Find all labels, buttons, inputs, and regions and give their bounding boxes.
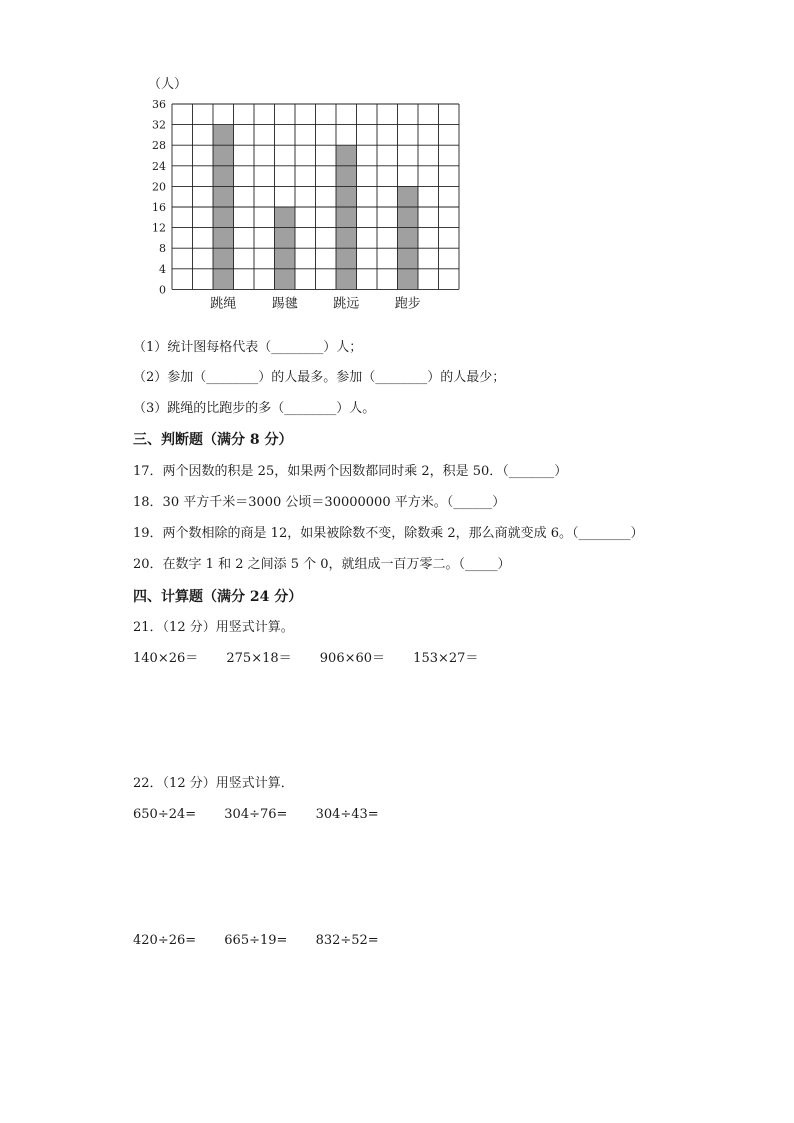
question-3: （3）跳绳的比跑步的多（________）人。 bbox=[133, 401, 376, 416]
x-category-label: 跳绳 bbox=[210, 296, 237, 312]
bar bbox=[398, 186, 419, 289]
q22-row-2 bbox=[133, 933, 403, 949]
y-tick-label: 20 bbox=[152, 180, 166, 194]
judge-18: 18．30 平方千米＝3000 公顷＝30000000 平方米。（______） bbox=[133, 495, 506, 510]
x-category-label: 跑步 bbox=[394, 296, 421, 312]
judge-19: 19．两个数相除的商是 12，如果被除数不变，除数乘 2，那么商就变成 6。（________） bbox=[133, 526, 644, 541]
q21-title: 21．（12 分）用竖式计算。 bbox=[133, 620, 294, 635]
y-tick-label: 4 bbox=[159, 262, 166, 276]
question-1: （1）统计图每格代表（________）人； bbox=[133, 340, 363, 355]
y-axis-label: （人） bbox=[148, 77, 188, 92]
y-tick-label: 12 bbox=[152, 221, 166, 235]
section-3-title: 三、判断题（满分 8 分） bbox=[133, 432, 293, 448]
bar-chart bbox=[140, 74, 470, 314]
q21-item: 275×18＝ bbox=[226, 651, 292, 666]
q22-item: 832÷52= bbox=[315, 933, 379, 948]
judge-20: 20．在数字 1 和 2 之间添 5 个 0，就组成一百万零二。（_____） bbox=[133, 557, 511, 572]
bar bbox=[336, 145, 357, 289]
q21-item: 906×60＝ bbox=[319, 651, 386, 666]
y-tick-label: 32 bbox=[152, 118, 166, 132]
section-4-title: 四、计算题（满分 24 分） bbox=[133, 589, 303, 605]
bar-chart-svg bbox=[140, 74, 470, 314]
q22-item: 304÷43= bbox=[315, 807, 379, 822]
q22-item: 420÷26= bbox=[133, 933, 197, 948]
y-tick-label: 28 bbox=[152, 139, 166, 153]
q22-title: 22．（12 分）用竖式计算． bbox=[133, 776, 294, 791]
question-2: （2）参加（________）的人最多。参加（________）的人最少； bbox=[133, 370, 506, 385]
q21-item: 153×27＝ bbox=[413, 651, 479, 666]
x-category-label: 踢毽 bbox=[271, 296, 298, 312]
y-tick-label: 16 bbox=[152, 201, 166, 214]
y-tick-label: 8 bbox=[159, 242, 166, 256]
q22-item: 665÷19= bbox=[224, 933, 288, 948]
q21-item: 140×26＝ bbox=[133, 651, 199, 666]
judge-17: 17．两个因数的积是 25，如果两个因数都同时乘 2，积是 50．（_______） bbox=[133, 464, 568, 479]
y-tick-label: 36 bbox=[152, 98, 166, 111]
q22-item: 650÷24= bbox=[133, 807, 197, 822]
x-category-label: 跳远 bbox=[333, 296, 360, 312]
y-tick-label: 24 bbox=[152, 159, 166, 173]
q21-items bbox=[133, 651, 502, 667]
y-tick-label: 0 bbox=[159, 283, 166, 297]
q22-row-1 bbox=[133, 807, 403, 823]
q22-item: 304÷76= bbox=[224, 807, 288, 822]
